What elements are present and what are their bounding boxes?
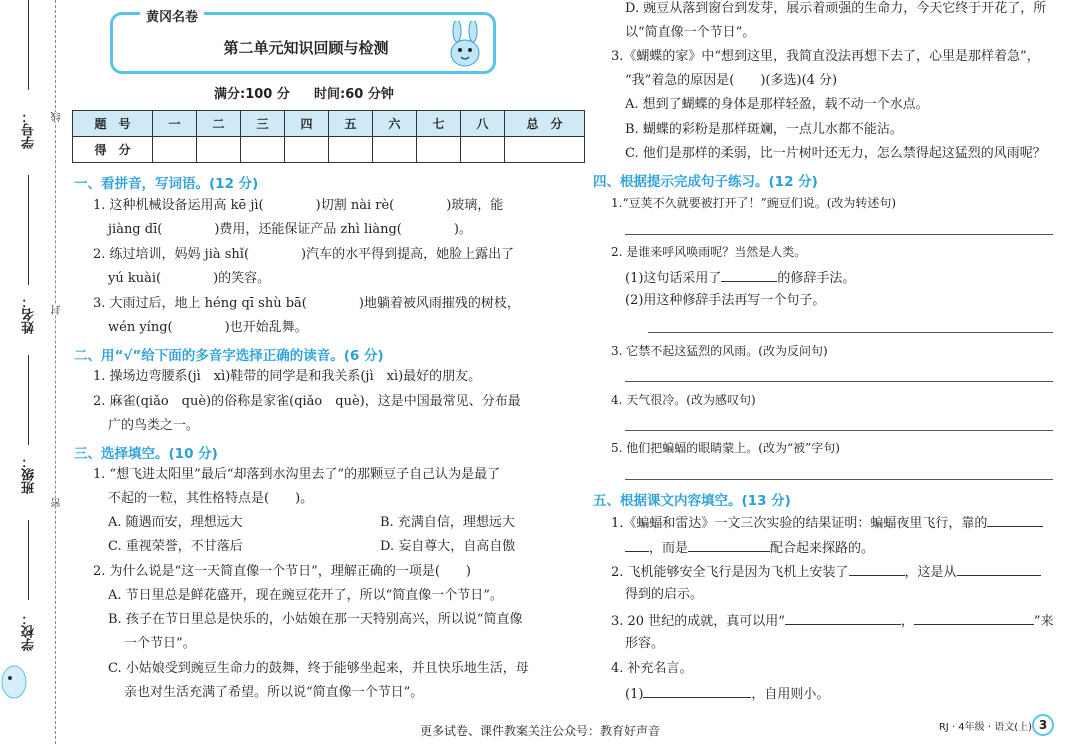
q3-2-option-d-line1: D. 豌豆从落到窗台到发芽，展示着顽强的生命力，今天它终于开花了，所 [625, 1, 1047, 16]
q4-2: 2. 是谁来呼风唤雨呢？当然是人类。 [611, 245, 807, 259]
q5-2-mid: ，这是从 [904, 565, 957, 580]
binding-line [28, 175, 29, 285]
section-4-title: 四、根据提示完成句子练习。(12 分) [593, 174, 818, 190]
page-title: 第二单元知识回顾与检测 [223, 39, 389, 57]
score-header-cell: 七 [417, 111, 461, 137]
q5-2-line2: 得到的启示。 [625, 587, 704, 602]
q5-1-line2 [625, 538, 874, 558]
school-label: 学校： [22, 612, 37, 651]
q4-4: 4. 天气很冷。(改为感叹句) [611, 393, 756, 407]
score-header-cell: 八 [461, 111, 505, 137]
q3-3-option-c: C. 他们是那样的柔弱，比一片树叶还无力，怎么禁得起这猛烈的风雨呢？ [625, 146, 1046, 161]
q4-2-1 [625, 268, 855, 288]
q5-1-text: 1.《蝙蝠和雷达》一文三次实验的结果证明：蝙蝠夜里飞行，靠的 [611, 516, 988, 531]
section-3-title: 三、选择填空。(10 分) [74, 446, 218, 462]
section-1-title: 一、看拼音，写词语。(12 分) [74, 176, 259, 192]
q3-2-option-d-line2: 以“简直像一个节日”。 [625, 25, 756, 40]
score-header-cell: 四 [285, 111, 329, 137]
score-cell[interactable] [285, 137, 329, 163]
q3-1-option-a: A. 随遇而安，理想远大 [108, 515, 243, 530]
binding-mark-seal: 封 [52, 305, 63, 315]
score-header-cell: 二 [197, 111, 241, 137]
q5-4-1-post: ，自用则小。 [751, 687, 830, 702]
blank-field[interactable] [688, 538, 770, 552]
answer-line[interactable] [625, 381, 1053, 382]
q3-3-option-b: B. 蝴蝶的彩粉是那样斑斓，一点儿水都不能沾。 [625, 122, 903, 137]
score-header-cell: 三 [241, 111, 285, 137]
score-cell[interactable] [461, 137, 505, 163]
binding-mark-secret: 密 [52, 498, 63, 508]
q4-1: 1.“豆荚不久就要被打开了！”豌豆们说。(改为转述句) [611, 196, 897, 210]
q3-3-option-a: A. 想到了蝴蝶的身体是那样轻盈，载不动一个水点。 [625, 97, 929, 112]
q2-1: 1. 操场边弯腰系(jì xì)鞋带的同学是和我关系(jì xì)最好的朋友。 [93, 369, 482, 384]
mascot-icon [0, 652, 36, 702]
score-cell[interactable] [197, 137, 241, 163]
page-number: 3 [1032, 714, 1054, 736]
section-2-title: 二、用“√”给下面的多音字选择正确的读音。(6 分) [74, 348, 384, 364]
blank-field[interactable] [625, 538, 649, 552]
q4-3: 3. 它禁不起这猛烈的风雨。(改为反问句) [611, 344, 828, 358]
q3-2: 2. 为什么说是“这一天简直像一个节日”，理解正确的一项是( ) [93, 564, 471, 579]
q5-3-pre: 3. 20 世纪的成就，真可以用“ [611, 614, 785, 629]
answer-line[interactable] [648, 332, 1053, 333]
q1-3-line1: 3. 大雨过后，地上 héng qī shù bā( )地躺着被风雨摧残的树枝， [93, 296, 520, 311]
q5-3-line2: 形容。 [625, 636, 665, 651]
blank-field[interactable] [721, 268, 777, 282]
q5-2-pre: 2. 飞机能够安全飞行是因为飞机上安装了 [611, 565, 849, 580]
score-value-row [73, 137, 585, 163]
grade-subject-label: RJ · 4年级 · 语文(上) [938, 722, 1032, 733]
q2-2-line2: 广的鸟类之一。 [108, 418, 200, 433]
class-label: 班级： [22, 455, 37, 494]
q3-2-option-b-line1: B. 孩子在节日里总是快乐的，小姑娘在那一天特别高兴，所以说“简直像 [108, 612, 523, 627]
q1-2-line2: yú kuài( )的笑容。 [108, 271, 271, 286]
score-cell[interactable] [241, 137, 285, 163]
binding-line [28, 520, 29, 600]
q5-4: 4. 补充名言。 [611, 661, 693, 676]
score-table [72, 110, 585, 163]
answer-line[interactable] [625, 430, 1053, 431]
blank-field[interactable] [849, 562, 905, 576]
q3-2-option-c-line2: 亲也对生活充满了希望。所以说“简直像一个节日”。 [124, 685, 424, 700]
answer-line[interactable] [625, 234, 1053, 235]
brand-logo: 黄冈名卷 [140, 6, 204, 25]
q3-3-line2: “我”着急的原因是( )(多选)(4 分) [625, 73, 838, 88]
q5-1-mid: ，而是 [649, 541, 689, 556]
score-header-cell: 题 号 [73, 111, 153, 137]
q1-2-line1: 2. 练过培训，妈妈 jià shǐ( )汽车的水平得到提高，她脸上露出了 [93, 247, 515, 262]
answer-line[interactable] [625, 479, 1053, 480]
blank-field[interactable] [957, 562, 1041, 576]
score-header-row [73, 111, 585, 137]
q3-1-line1: 1. “想飞进太阳里”最后“却落到水沟里去了”的那颗豆子自己认为是最了 [93, 467, 501, 482]
q3-1-option-c: C. 重视荣誉，不甘落后 [108, 539, 243, 554]
binding-line [28, 355, 29, 445]
score-header-cell: 五 [329, 111, 373, 137]
blank-field[interactable] [914, 611, 1034, 625]
score-cell[interactable] [505, 137, 585, 163]
score-cell[interactable] [329, 137, 373, 163]
q4-2-2: (2)用这种修辞手法再写一个句子。 [625, 293, 826, 308]
q4-2-1-pre: (1)这句话采用了 [625, 271, 722, 286]
q1-1-line1: 1. 这种机械设备运用高 kē jì( )切割 nài rè( )玻璃，能 [93, 198, 504, 213]
q5-1-post: 配合起来探路的。 [770, 541, 875, 556]
q3-2-option-a: A. 节日里总是鲜花盛开，现在豌豆花开了，所以“简直像一个节日”。 [108, 588, 503, 603]
q5-1-line1 [611, 513, 1043, 533]
blank-field[interactable] [643, 684, 751, 698]
q3-1-option-b: B. 充满自信，理想远大 [380, 515, 515, 530]
q5-3-post: ”来 [1033, 614, 1054, 629]
q3-1-line2: 不起的一粒，其性格特点是( )。 [108, 491, 314, 506]
section-5-title: 五、根据课文内容填空。(13 分) [593, 493, 791, 509]
score-header-cell: 六 [373, 111, 417, 137]
q5-4-1 [625, 684, 829, 704]
q1-3-line2: wén yíng( )也开始乱舞。 [108, 320, 308, 335]
blank-field[interactable] [785, 611, 901, 625]
score-header-cell: 总 分 [505, 111, 585, 137]
q2-2-line1: 2. 麻雀(qiǎo què)的俗称是家雀(qiǎo què)，这是中国最常见、分布最 [93, 394, 521, 409]
student-id-label: 学号： [22, 110, 37, 149]
binding-mark-line: 线 [52, 112, 63, 122]
score-cell[interactable] [153, 137, 197, 163]
q3-2-option-b-line2: 一个节日”。 [124, 636, 196, 651]
exam-time: 时间:60 分钟 [314, 87, 394, 102]
score-cell[interactable] [373, 137, 417, 163]
q4-2-1-post: 的修辞手法。 [777, 271, 856, 286]
score-header-cell: 一 [153, 111, 197, 137]
score-cell[interactable] [417, 137, 461, 163]
footer-note: 更多试卷、课件教案关注公众号：教育好声音 [419, 724, 660, 738]
name-label: 姓名： [22, 295, 37, 334]
score-row-label: 得 分 [73, 137, 153, 163]
rabbit-mascot-icon [443, 21, 491, 75]
q5-2-line1 [611, 562, 1041, 582]
q3-1-option-d: D. 妄自尊大，自高自傲 [380, 539, 516, 554]
q4-5: 5. 他们把蝙蝠的眼睛蒙上。(改为“被”字句) [611, 441, 840, 455]
q5-3-mid: ， [900, 614, 914, 629]
full-score: 满分:100 分 [214, 87, 290, 102]
q5-3-line1 [611, 611, 1054, 631]
blank-field[interactable] [987, 513, 1043, 527]
binding-line [28, 0, 29, 90]
q1-1-line2: jiàng dī( )费用，还能保证产品 zhì liàng( )。 [108, 222, 472, 237]
q3-3-line1: 3.《蝴蝶的家》中“想到这里，我简直没法再想下去了，心里是那样着急”， [611, 49, 1040, 64]
q3-2-option-c-line1: C. 小姑娘受到豌豆生命力的鼓舞，终于能够坐起来，并且快乐地生活，母 [108, 661, 529, 676]
q5-4-1-pre: (1) [625, 687, 644, 702]
